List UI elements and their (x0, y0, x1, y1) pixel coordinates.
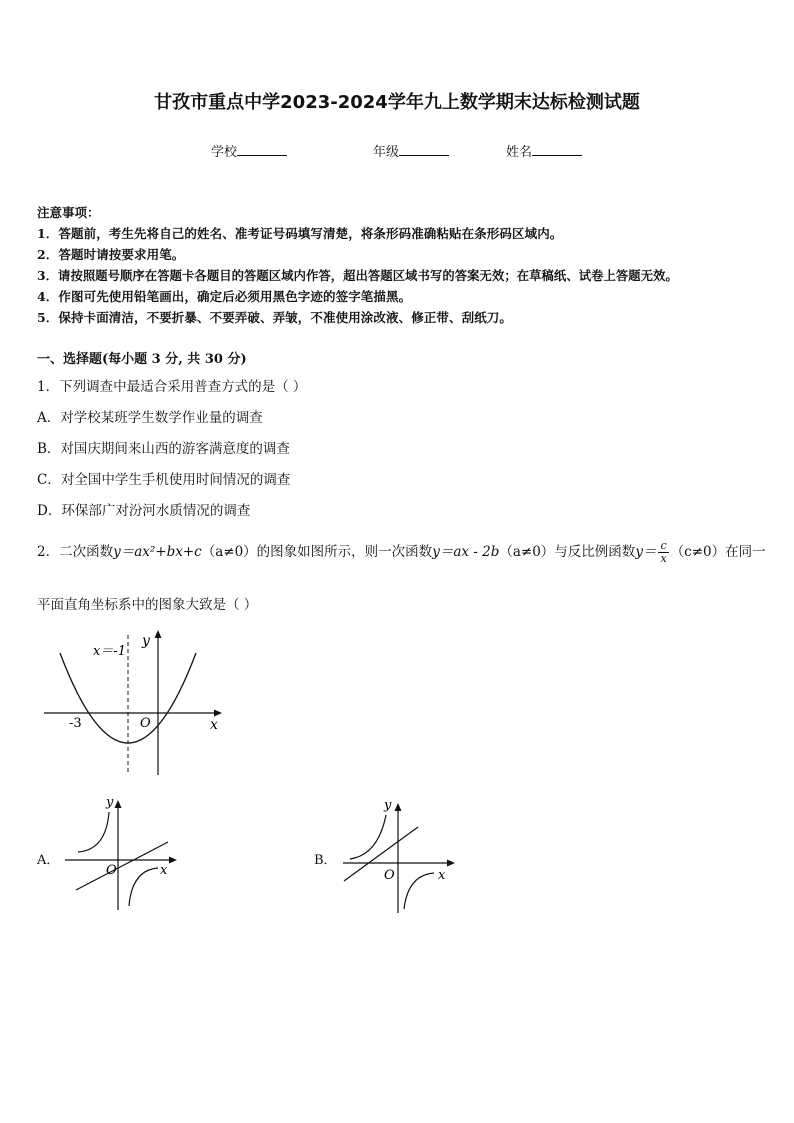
name-field (506, 141, 582, 160)
hyperbola-branch-upper (350, 815, 386, 859)
parabola-figure (40, 625, 230, 780)
question-1-stem: 1．下列调查中最适合采用普查方式的是（ ） (37, 379, 307, 395)
note-item: 1．答题前，考生先将自己的姓名、准考证号码填写清楚，将条形码准确粘贴在条形码区域内。 (37, 226, 563, 241)
note-item: 4．作图可先使用铅笔画出，确定后必须用黑色字迹的签字笔描黑。 (37, 289, 412, 304)
y-axis-arrow (115, 800, 122, 808)
q2-text: （a≠0）的图象如图所示，则一次函数 (201, 544, 433, 560)
q2-formula-linear: y＝ax - 2b (432, 544, 500, 560)
name-label: 姓名 (506, 145, 533, 160)
grade-field (373, 141, 449, 160)
symmetry-axis-label: x＝-1 (93, 644, 126, 659)
hyperbola-branch-lower (404, 873, 434, 909)
note-item: 2．答题时请按要求用笔。 (37, 247, 185, 262)
grade-label: 年级 (373, 145, 400, 160)
page-title: 甘孜市重点中学2023-2024学年九上数学期末达标检测试题 (154, 92, 640, 113)
section-title: 一、选择题(每小题 3 分, 共 30 分) (37, 352, 247, 367)
y-axis-arrow (395, 803, 402, 811)
question-2-stem-line2: 平面直角坐标系中的图象大致是（ ） (37, 597, 258, 613)
y-axis-label: y (142, 633, 150, 649)
fraction-numerator: c (658, 540, 668, 553)
question-1-option-b[interactable]: B．对国庆期间来山西的游客满意度的调查 (37, 441, 290, 457)
root-label: -3 (69, 716, 82, 731)
line-graph (344, 827, 418, 881)
x-axis-label: x (210, 717, 218, 733)
school-label: 学校 (211, 145, 238, 160)
question-2-option-a-label[interactable]: A． (37, 853, 60, 868)
option-a-graph[interactable] (60, 790, 185, 915)
y-axis-arrow (155, 630, 162, 638)
q2-formula-inverse: y＝ (635, 544, 657, 560)
question-1-option-a[interactable]: A．对学校某班学生数学作业量的调查 (37, 410, 263, 426)
origin-label: O (384, 868, 395, 883)
q2-text: （c≠0）在同一 (670, 544, 766, 560)
option-b-graph[interactable] (338, 793, 463, 918)
hyperbola-branch-upper (78, 812, 109, 852)
q2-fraction (658, 540, 668, 565)
name-blank[interactable] (532, 143, 582, 156)
x-axis-arrow (214, 710, 222, 717)
notes-title: 注意事项： (37, 205, 100, 220)
question-1-option-c[interactable]: C．对全国中学生手机使用时间情况的调查 (37, 472, 291, 488)
question-2-option-b-label[interactable]: B． (314, 853, 337, 868)
question-2-stem-line1 (37, 540, 766, 565)
hyperbola-branch-lower (129, 868, 158, 906)
grade-blank[interactable] (399, 143, 449, 156)
y-axis-label: y (106, 795, 114, 810)
x-axis-arrow (169, 857, 177, 864)
origin-label: O (106, 863, 117, 878)
origin-label: O (140, 716, 151, 731)
q2-text: 2．二次函数 (37, 544, 114, 560)
school-blank[interactable] (237, 143, 287, 156)
x-axis-arrow (447, 860, 455, 867)
fraction-denominator: x (660, 552, 667, 565)
q2-formula-quadratic: y＝ax²+bx+c (113, 544, 202, 560)
q2-text: （a≠0）与反比例函数 (499, 544, 636, 560)
x-axis-label: x (438, 868, 446, 883)
note-item: 3．请按照题号顺序在答题卡各题目的答题区域内作答，超出答题区域书写的答案无效；在草稿纸、试卷上答题无效。 (37, 268, 678, 283)
y-axis-label: y (384, 798, 392, 813)
x-axis-label: x (160, 863, 168, 878)
school-field (211, 141, 287, 160)
note-item: 5．保持卡面清洁，不要折暴、不要弄破、弄皱，不准使用涂改液、修正带、刮纸刀。 (37, 310, 512, 325)
question-1-option-d[interactable]: D．环保部广对汾河水质情况的调查 (37, 503, 251, 519)
